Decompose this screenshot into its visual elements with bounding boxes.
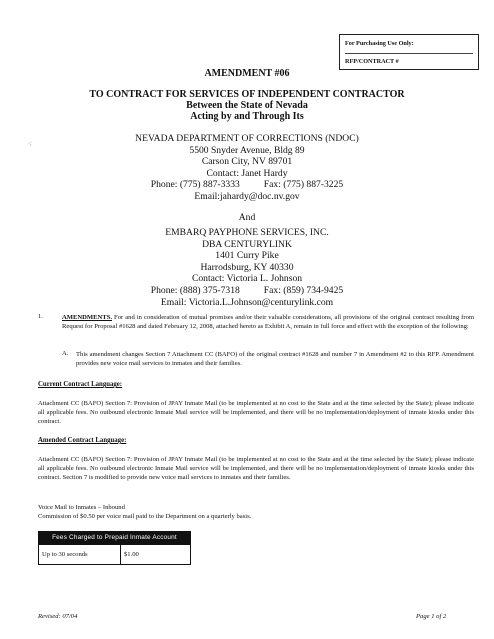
party2-dba: DBA CENTURYLINK	[202, 238, 292, 250]
current-contract-language-text: Attachment CC (BAFO) Section 7: Provision of JPAY Inmate Mail (to be implemented at no cost to the State and at the time selected by the State); please indicate all applicable fees. No outbound electronic Inmate Mail service will be implemented, and there will be no implementation/deployment of inmate kiosks under this contract.	[38, 400, 474, 426]
amendment-title: AMENDMENT #06	[204, 68, 290, 79]
section1-paragraph	[62, 313, 474, 331]
current-contract-language-label: Current Contract Language:	[38, 381, 123, 388]
fee-item-cell: Up to 30 seconds	[39, 545, 121, 565]
amended-contract-language-text: Attachment CC (BAFO) Section 7: Provision of JPAY Inmate Mail (to be implemented at no cost to the State and at the time selected by the State); please indicate all applicable fees. No outbound electronic Inmate Mail service will be implemented, and there will be no implementation/deployment of inmate kiosks under this contract. Section 7 is modified to provide new voice mail services to inmates and their families.	[38, 456, 474, 482]
party2-phone: Phone: (888) 375-7318	[150, 284, 240, 296]
voice-mail-heading: Voice Mail to Inmates – Inbound	[38, 504, 125, 511]
party1-address-line2: Carson City, NV 89701	[201, 156, 293, 168]
party2-email: Email: Victoria.L.Johnson@centurylink.com	[160, 296, 334, 308]
party2-address-line1: 1401 Curry Pike	[215, 250, 279, 262]
section1-label: AMENDMENTS.	[62, 314, 113, 321]
party-contractor-block	[0, 227, 494, 308]
sub-a-letter: A.	[62, 350, 69, 357]
table-row	[39, 544, 190, 565]
section1-text: For and in consideration of mutual promises and/or their valuable considerations, all provisions of the original contract resulting from Request for Proposal #1628 and dated February 12, 2008, attached hereto as Exhibit A, remain in full force and effect with the exception of the following:	[62, 314, 474, 331]
voice-mail-commission: Commission of $0.50 per voice mail paid to the Department on a quarterly basis.	[38, 513, 252, 520]
and-separator: And	[238, 212, 256, 223]
amended-contract-language-label: Amended Contract Language:	[38, 437, 127, 444]
heading-line-2: Between the State of Nevada	[186, 100, 308, 111]
party1-phone: Phone: (775) 887-3333	[150, 179, 240, 191]
purchasing-use-box	[339, 34, 479, 70]
party2-fax: Fax: (859) 734-9425	[263, 284, 344, 296]
fees-table-header: Fees Charged to Prepaid Inmate Account	[39, 532, 190, 544]
party1-email: Email:jahardy@doc.nv.gov	[194, 190, 300, 202]
sub-a-paragraph: This amendment changes Section 7 Attachment CC (BAFO) of the original contract #1628 and number 7 in Amendment #2 to this RFP. Amendment provides new voice mail services to inmates and their families.	[76, 351, 474, 368]
party1-fax: Fax: (775) 887-3225	[263, 179, 344, 191]
party2-contact: Contact: Victoria L. Johnson	[191, 273, 303, 285]
footer-page-number: Page 1 of 2	[416, 613, 447, 620]
rfp-contract-number-field: RFP/CONTRACT #	[345, 53, 473, 71]
contract-heading	[0, 89, 494, 122]
footer-revised: Revised: 07/04	[38, 613, 78, 620]
purchasing-use-label: For Purchasing Use Only:	[345, 40, 414, 47]
party2-name: EMBARQ PAYPHONE SERVICES, INC.	[165, 227, 329, 238]
heading-line-3: Acting by and Through Its	[190, 111, 304, 122]
party-state-block	[0, 133, 494, 203]
fee-amount-cell: $1.00	[124, 551, 139, 558]
margin-mark: ·;	[28, 141, 32, 147]
party1-name: NEVADA DEPARTMENT OF CORRECTIONS (NDOC)	[135, 133, 359, 144]
party1-contact: Contact: Janet Hardy	[206, 167, 288, 179]
party2-address-line2: Harrodsburg, KY 40330	[200, 261, 294, 273]
heading-line-1: TO CONTRACT FOR SERVICES OF INDEPENDENT CONTRACTOR	[89, 89, 405, 100]
section1-number: 1.	[38, 313, 43, 320]
party1-address-line1: 5500 Snyder Avenue, Bldg 89	[189, 144, 305, 156]
party1-phone-fax	[0, 179, 494, 191]
fees-table	[38, 531, 191, 565]
party2-phone-fax	[0, 285, 494, 297]
